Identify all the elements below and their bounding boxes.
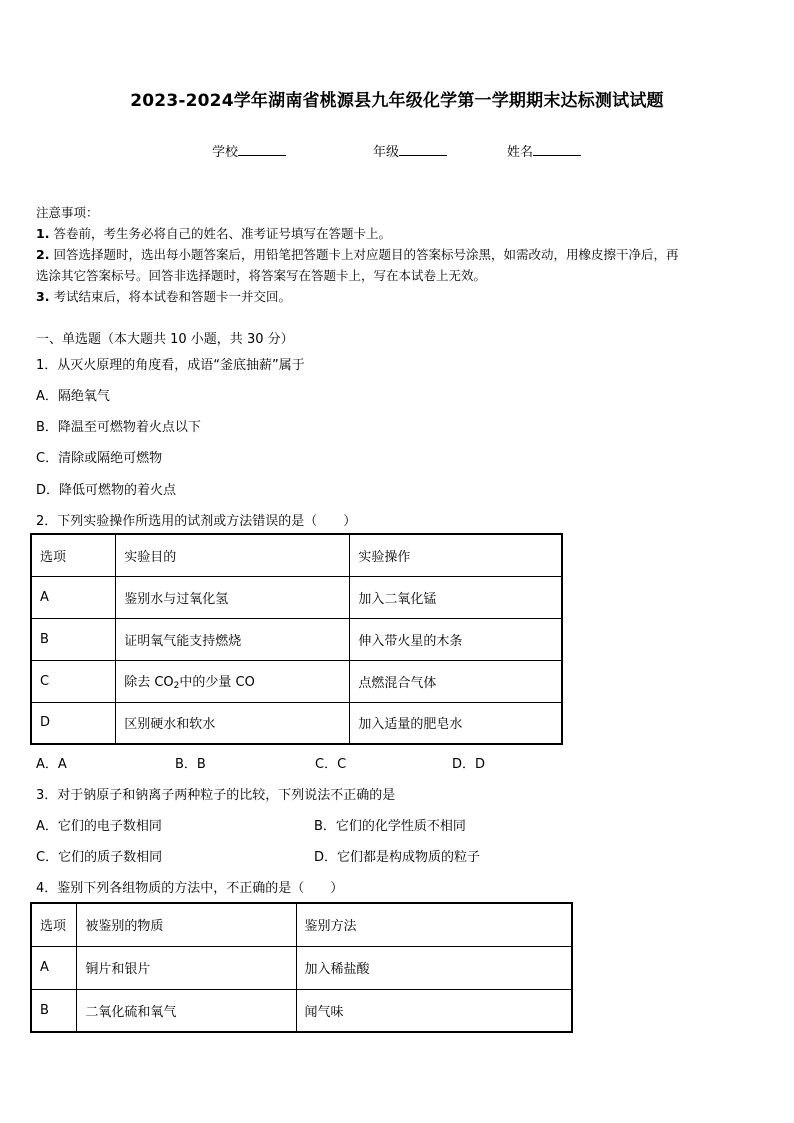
table-cell: B: [31, 618, 116, 660]
question-3-option-b: B．它们的化学性质不相同: [314, 819, 466, 834]
school-label: 学校: [212, 145, 239, 160]
name-field: [507, 141, 581, 160]
question-1-stem: 1．从灭火原理的角度看，成语“釜底抽薪”属于: [36, 358, 305, 373]
question-1-option-d: D．降低可燃物的着火点: [36, 483, 177, 498]
question-4-table: [30, 902, 573, 1033]
table-cell: A: [31, 946, 77, 989]
question-3-option-d: D．它们都是构成物质的粒子: [314, 850, 481, 865]
question-2-option-d: D．D: [452, 757, 486, 772]
table-header-row: [31, 534, 562, 576]
table-row: [31, 946, 572, 989]
table-cell: C: [31, 660, 116, 702]
table-header-cell: 选项: [31, 903, 77, 946]
table-header-cell: 被鉴别的物质: [77, 903, 296, 946]
table-cell: 伸入带火星的木条: [350, 618, 562, 660]
table-header-cell: 选项: [31, 534, 116, 576]
notes-heading: 注意事项：: [36, 205, 99, 220]
question-2-table: [30, 533, 563, 745]
question-2-option-a: A．A: [36, 757, 67, 772]
question-4-stem: 4．鉴别下列各组物质的方法中，不正确的是（ ）: [36, 881, 344, 896]
table-header-cell: 实验操作: [350, 534, 562, 576]
table-cell: 加入二氧化锰: [350, 576, 562, 618]
page-title: 2023-2024学年湖南省桃源县九年级化学第一学期期末达标测试试题: [130, 91, 664, 111]
table-cell: 加入适量的肥皂水: [350, 702, 562, 744]
question-3-options-row-2: [36, 846, 736, 864]
table-cell: 加入稀盐酸: [296, 946, 572, 989]
table-row: [31, 618, 562, 660]
grade-field: [373, 141, 447, 160]
question-2-stem: 2．下列实验操作所选用的试剂或方法错误的是（ ）: [36, 514, 357, 529]
question-3-options-row-1: [36, 815, 736, 833]
name-label: 姓名: [507, 145, 534, 160]
question-1-option-b: B．降温至可燃物着火点以下: [36, 420, 201, 435]
table-header-cell: 实验目的: [116, 534, 350, 576]
notes-item-continued: 选涂其它答案标号。回答非选择题时，将答案写在答题卡上，写在本试卷上无效。: [36, 268, 487, 283]
school-field: [212, 141, 286, 160]
table-cell: 铜片和银片: [77, 946, 296, 989]
table-cell-formula: 除去 $CO_2$中的少量 CO: [116, 660, 350, 702]
table-header-row: [31, 903, 572, 946]
grade-label: 年级: [373, 145, 400, 160]
table-cell: B: [31, 989, 77, 1032]
notes-item: 1. 答卷前，考生务必将自己的姓名、准考证号填写在答题卡上。: [36, 226, 391, 241]
question-2-option-c: C．C: [315, 757, 347, 772]
exam-notes: [36, 202, 760, 307]
table-cell: 鉴别水与过氧化氢: [116, 576, 350, 618]
school-blank: [238, 141, 286, 156]
table-cell: A: [31, 576, 116, 618]
question-3-option-c: C．它们的质子数相同: [36, 850, 163, 865]
table-row: [31, 576, 562, 618]
question-1-option-a: A．隔绝氧气: [36, 389, 110, 404]
notes-item: 3. 考试结束后，将本试卷和答题卡一并交回。: [36, 289, 291, 304]
grade-blank: [399, 141, 447, 156]
table-cell: 二氧化硫和氧气: [77, 989, 296, 1032]
name-blank: [533, 141, 581, 156]
question-3-option-a: A．它们的电子数相同: [36, 819, 162, 834]
table-cell: 证明氧气能支持燃烧: [116, 618, 350, 660]
question-2-options: [36, 753, 736, 771]
question-1-option-c: C．清除或隔绝可燃物: [36, 451, 163, 466]
table-cell: 闻气味: [296, 989, 572, 1032]
table-cell: 区别硬水和软水: [116, 702, 350, 744]
table-row: [31, 989, 572, 1032]
question-2-option-b: B．B: [175, 757, 206, 772]
table-row: [31, 702, 562, 744]
question-3-stem: 3．对于钠原子和钠离子两种粒子的比较，下列说法不正确的是: [36, 788, 396, 803]
notes-item: 2. 回答选择题时，选出每小题答案后，用铅笔把答题卡上对应题目的答案标号涂黑，如需改动，用橡皮擦干净后，再: [36, 247, 679, 262]
table-row: [31, 660, 562, 702]
table-header-cell: 鉴别方法: [296, 903, 572, 946]
section-heading: 一、单选题（本大题共 10 小题，共 30 分）: [36, 332, 294, 347]
table-cell: D: [31, 702, 116, 744]
table-cell: 点燃混合气体: [350, 660, 562, 702]
